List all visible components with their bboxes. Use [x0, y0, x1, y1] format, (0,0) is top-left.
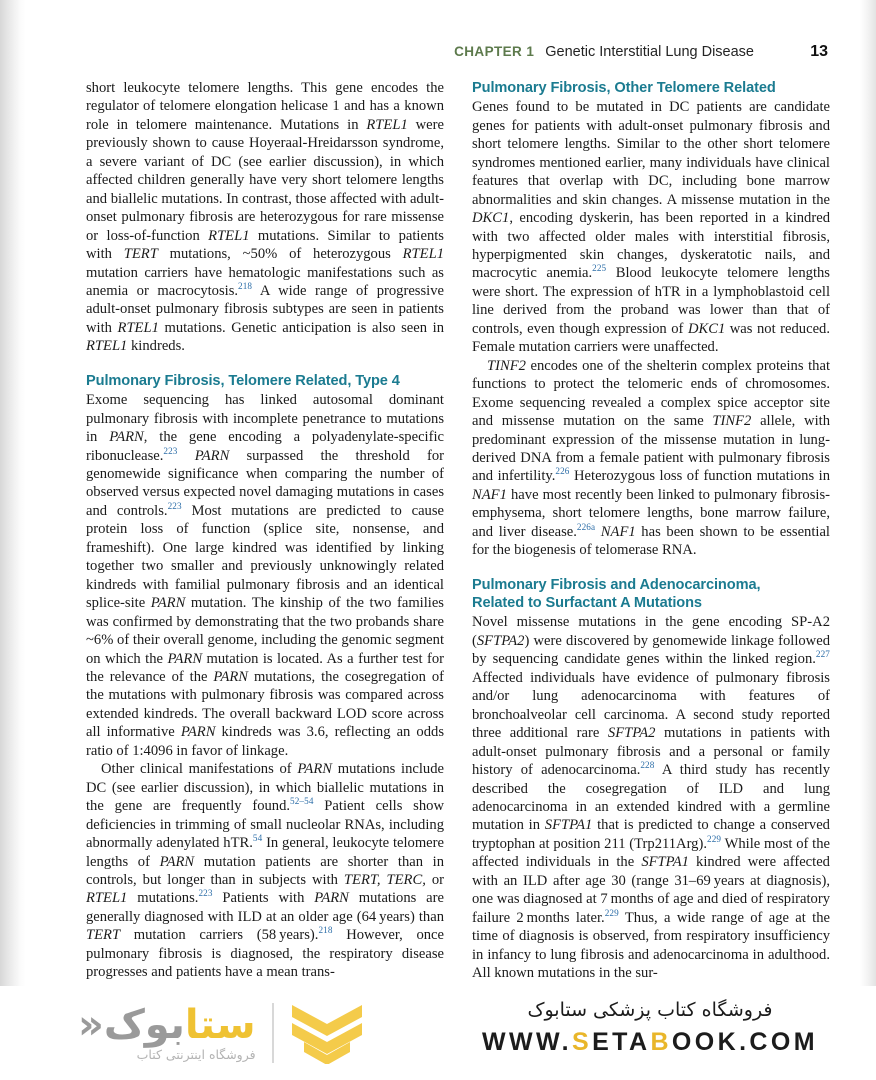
- paragraph-parn-clinical: Other clinical manifestations of PARN mutations include DC (see earlier discussion), in which biallelic mutations in the gene are frequently found.$^{52-54}$ Patient cells show deficiencies in trimming of small nucleolar RNAs, including abnormally adenylated hTR.$^{54}$ In general, leukocyte telomere lengths of PARN mutation patients are shorter than in controls, but longer than in subjects with TERT, TERC, or RTEL1 mutations.$^{223}$ Patients with PARN mutations are generally diagnosed with ILD at an older age (64 years) than TERT mutation carriers (58 years).$^{218}$ However, once pulmonary fibrosis is diagnosed, the respiratory disease progresses and patients have a mean trans-: [86, 761, 445, 981]
- reference-marker[interactable]: 225: [592, 263, 607, 274]
- gene-name: TERT: [123, 246, 158, 263]
- gene-name: SFTPA2: [607, 725, 656, 742]
- gene-name: TERT: [86, 927, 121, 944]
- gene-name: PARN: [297, 761, 332, 778]
- gene-name: NAF1: [600, 523, 636, 540]
- chapter-label: CHAPTER 1: [454, 44, 535, 59]
- gene-name: SFTPA2: [476, 632, 525, 649]
- footer-banner: [0, 986, 876, 1080]
- logo-script-gray: بوک: [103, 1002, 185, 1048]
- site-info: [440, 996, 860, 1057]
- reference-marker[interactable]: 229: [604, 907, 619, 918]
- reference-marker[interactable]: 223: [163, 445, 178, 456]
- gene-name: TERT, TERC,: [343, 871, 426, 888]
- setabook-logo[interactable]: [78, 992, 364, 1074]
- paragraph-continued-rtel1: short leukocyte telomere lengths. This gene encodes the regulator of telomere elongation helicase 1 and has a known role in telomere maintenance. Mutations in RTEL1 were previously shown to cause Hoyeraal-Hreidarsson syndrome, a severe variant of DC (see earlier discussion), in which affected children generally have very short telomere lengths and biallelic mutations. In contrast, those affected with adult-onset pulmonary fibrosis are heterozygous for rare missense or loss-of-function RTEL1 mutations. Similar to patients with TERT mutations, ~50% of heterozygous RTEL1 mutation carriers have hematologic manifestations such as anemia or macrocytosis.$^{218}$ A wide range of progressive adult-onset pulmonary fibrosis subtypes are seen in patients with RTEL1 mutations. Genetic anticipation is also seen in RTEL1 kindreds.: [86, 80, 444, 355]
- reference-marker[interactable]: 218: [238, 281, 253, 292]
- reference-marker[interactable]: 229: [707, 834, 722, 845]
- section-heading-other-telomere: Pulmonary Fibrosis, Other Telomere Related: [472, 80, 776, 96]
- gene-name: PARN: [109, 429, 144, 446]
- logo-subtitle: فروشگاه اینترنتی کتاب: [136, 1047, 256, 1062]
- reference-marker[interactable]: 226: [555, 466, 570, 477]
- section-heading-telomere-type4: Pulmonary Fibrosis, Telomere Related, Type 4: [86, 372, 400, 389]
- gene-name: PARN: [314, 890, 349, 907]
- gene-name: PARN: [194, 447, 230, 464]
- left-column: [86, 79, 445, 981]
- paragraph-parn-exome: Exome sequencing has linked autosomal dominant pulmonary fibrosis with incomplete penetrance to mutations in PARN, the gene encoding a polyadenylate-specific ribonuclease.$^{223}$ PARN surpassed the threshold for genomewide significance when comparing the number of observed versus expected novel damaging mutations in cases and controls.$^{223}$ Most mutations are predicted to cause protein loss of function (splice site, nonsense, and frameshift). One large kindred was identified by linking together two smaller and previously unknowingly related kindreds with familial pulmonary fibrosis and an identical splice-site PARN mutation. The kinship of the two families was confirmed by demonstrating that the two probands share ~6% of their overall genome, including the genomic segment on which the PARN mutation is located. As a further test for the relevance of the PARN mutations, the cosegregation of the mutations with pulmonary fibrosis was compared across extended kindreds. The overall backward LOD score across all informative PARN kindreds was 3.6, reflecting an odds ratio of 1:4096 in favor of linkage.: [86, 392, 445, 759]
- right-column: [472, 79, 830, 982]
- page-number: 13: [810, 43, 828, 60]
- reference-marker[interactable]: 54: [252, 833, 263, 844]
- reference-marker[interactable]: 227: [815, 649, 830, 660]
- url-suffix: OOK.COM: [671, 1027, 818, 1056]
- running-head: [86, 43, 828, 61]
- gene-name: PARN: [167, 650, 203, 667]
- gene-name: RTEL1: [208, 227, 250, 244]
- gene-name: PARN: [159, 853, 195, 870]
- gene-name: DKC1: [687, 320, 726, 337]
- reference-marker[interactable]: 223: [167, 501, 182, 512]
- gene-name: RTEL1: [86, 890, 128, 907]
- gene-name: RTEL1: [86, 338, 128, 355]
- gene-name: PARN: [150, 595, 186, 612]
- gene-name: RTEL1: [366, 116, 408, 133]
- gene-name: TINF2: [712, 413, 752, 430]
- paragraph-sftpa: Novel missense mutations in the gene encoding SP-A2 (SFTPA2) were discovered by genomewide linkage followed by sequencing candidate genes within the linked region.$^{227}$ Affected individuals have evidence of pulmonary fibrosis and/or lung adenocarcinoma with features of bronchoalveolar cell carcinoma. A second study reported three additional rare SFTPA2 mutations in patients with adult-onset pulmonary fibrosis and a personal or family history of adenocarcinoma.$^{228}$ A third study has recently described the cosegregation of ILD and lung adenocarcinoma in an extended kindred with a germline mutation in SFTPA1 that is predicted to change a conserved tryptophan at position 211 (Trp211Arg).$^{229}$ While most of the affected individuals in the SFTPA1 kindred were affected with an ILD after age 30 (range 31–69 years at diagnosis), one was diagnosed at 7 months of age and died of respiratory failure 2 months later.$^{229}$ Thus, a wide range of age at the time of diagnosis is observed, from respiratory insufficiency in infancy to lung fibrosis and adenocarcinoma in adulthood. All known mutations in the sur-: [472, 614, 830, 982]
- section-heading-adenocarcinoma: [472, 576, 830, 613]
- gene-name: SFTPA1: [544, 817, 593, 834]
- chapter-title: Genetic Interstitial Lung Disease: [545, 44, 754, 60]
- chevron-stack-icon: [290, 1002, 364, 1064]
- gene-name: TINF2: [487, 357, 526, 374]
- gene-name: DKC1: [472, 210, 510, 227]
- logo-divider: [272, 1003, 274, 1063]
- reference-marker[interactable]: 223: [198, 888, 213, 899]
- heading-line-1: Pulmonary Fibrosis and Adenocarcinoma,: [472, 576, 761, 593]
- heading-line-2: Related to Surfactant A Mutations: [472, 595, 702, 612]
- reference-marker[interactable]: 52–54: [290, 796, 314, 807]
- gene-name: RTEL1: [402, 246, 444, 263]
- paragraph-tinf2-naf1: TINF2 encodes one of the shelterin complex proteins that functions to protect the telomeric ends of chromosomes. Exome sequencing revealed a complex spice acceptor site and missense mutation on the same TINF2 allele, with predominant expression of the missense mutation in lung-derived DNA from a female patient with pulmonary fibrosis and infertility.$^{226}$ Heterozygous loss of function mutations in NAF1 have most recently been linked to pulmonary fibrosis-emphysema, short telomere lengths, bone marrow failure, and liver disease.$^{226a}$ NAF1 has been shown to be essential for the biogenesis of telomerase RNA.: [472, 357, 830, 559]
- site-url[interactable]: [482, 1028, 818, 1057]
- gene-name: NAF1: [472, 486, 507, 503]
- reference-marker[interactable]: 226a: [576, 521, 596, 532]
- logo-script-text: [78, 1004, 256, 1046]
- body-columns: [86, 79, 830, 982]
- gene-name: SFTPA1: [641, 854, 689, 871]
- gene-name: PARN: [180, 724, 216, 741]
- logo-script-gold: ستا: [184, 1002, 256, 1048]
- paragraph-dkc1: Genes found to be mutated in DC patients are candidate genes for patients with adult-onset pulmonary fibrosis and short telomere lengths. Similar to the other short telomere syndromes mentioned earlier, many individuals have clinical features that overlap with DC, including bone marrow abnormalities and skin changes. A missense mutation in the DKC1, encoding dyskerin, has been reported in a kindred with two affected older males with interstitial fibrosis, hyperpigmented skin changes, dyskeratotic nails, and macrocytic anemia.$^{225}$ Blood leukocyte telomere lengths were short. The expression of hTR in a lymphoblastoid cell line derived from the proband was lower than that of controls, even though expression of DKC1 was not reduced. Female mutation carriers were unaffected.: [472, 99, 830, 356]
- url-eta: ETA: [592, 1027, 651, 1056]
- site-persian-title: فروشگاه کتاب پزشکی ستابوک: [527, 999, 773, 1021]
- url-letter-s: S: [572, 1027, 593, 1056]
- gene-name: PARN: [213, 668, 249, 685]
- url-prefix: WWW.: [482, 1027, 573, 1056]
- logo-wordmark: [78, 1004, 256, 1062]
- url-letter-b: B: [650, 1027, 672, 1056]
- reference-marker[interactable]: 218: [318, 925, 333, 936]
- double-chevron-glyph: «: [78, 1002, 104, 1048]
- reference-marker[interactable]: 228: [640, 760, 655, 771]
- gene-name: RTEL1: [117, 319, 159, 336]
